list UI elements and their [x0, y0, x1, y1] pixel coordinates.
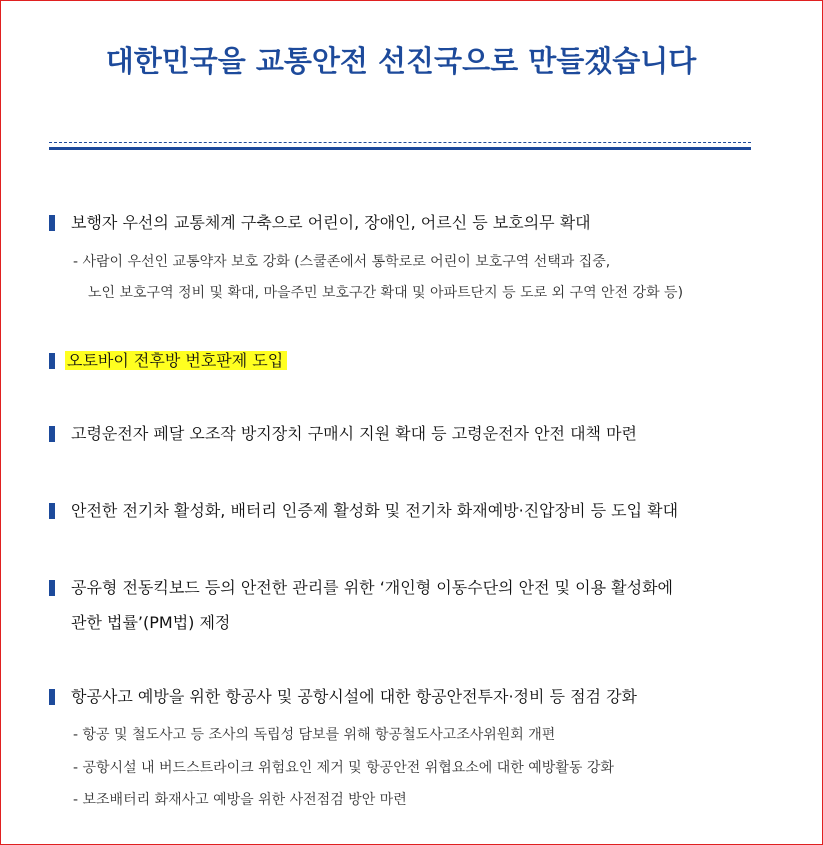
sub-item: - 보조배터리 화재사고 예방을 위한 사전점검 방안 마련	[73, 792, 407, 808]
sub-item: - 공항시설 내 버드스트라이크 위험요인 제거 및 항공안전 위협요소에 대한 예방활동 강화	[73, 760, 614, 776]
item-heading: 보행자 우선의 교통체계 구축으로 어린이, 장애인, 어르신 등 보호의무 확대	[71, 213, 591, 232]
item-heading: 공유형 전동킥보드 등의 안전한 관리를 위한 ‘개인형 이동수단의 안전 및 이용 활성화에	[71, 578, 673, 597]
sub-item: - 사람이 우선인 교통약자 보호 강화 (스쿨존에서 통학로로 어린이 보호구역 선택과 집중,	[73, 254, 611, 270]
highlighted-heading: 오토바이 전후방 번호판제 도입	[65, 351, 287, 370]
item-heading: 항공사고 예방을 위한 항공사 및 공항시설에 대한 항공안전투자·정비 등 점검 강화	[71, 687, 637, 706]
bullet-marker	[49, 426, 55, 442]
page-title: 대한민국을 교통안전 선진국으로 만들겠습니다	[105, 44, 697, 78]
item-heading-wrap	[67, 349, 287, 373]
item-heading: 고령운전자 페달 오조작 방지장치 구매시 지원 확대 등 고령운전자 안전 대책 마련	[71, 424, 637, 443]
bullet-marker	[49, 503, 55, 519]
solid-divider	[49, 147, 751, 150]
dashed-divider	[49, 142, 751, 143]
bullet-marker	[49, 580, 55, 596]
item-heading-continued: 관한 법률’(PM법) 제정	[71, 613, 231, 632]
bullet-marker	[49, 215, 55, 231]
bullet-marker	[49, 689, 55, 705]
sub-item: 노인 보호구역 정비 및 확대, 마을주민 보호구간 확대 및 아파트단지 등 도로 외 구역 안전 강화 등)	[88, 285, 684, 301]
sub-item: - 항공 및 철도사고 등 조사의 독립성 담보를 위해 항공철도사고조사위원회 개편	[73, 727, 556, 743]
item-heading: 안전한 전기차 활성화, 배터리 인증제 활성화 및 전기차 화재예방·진압장비 등 도입 확대	[71, 501, 679, 520]
bullet-marker	[49, 353, 55, 369]
